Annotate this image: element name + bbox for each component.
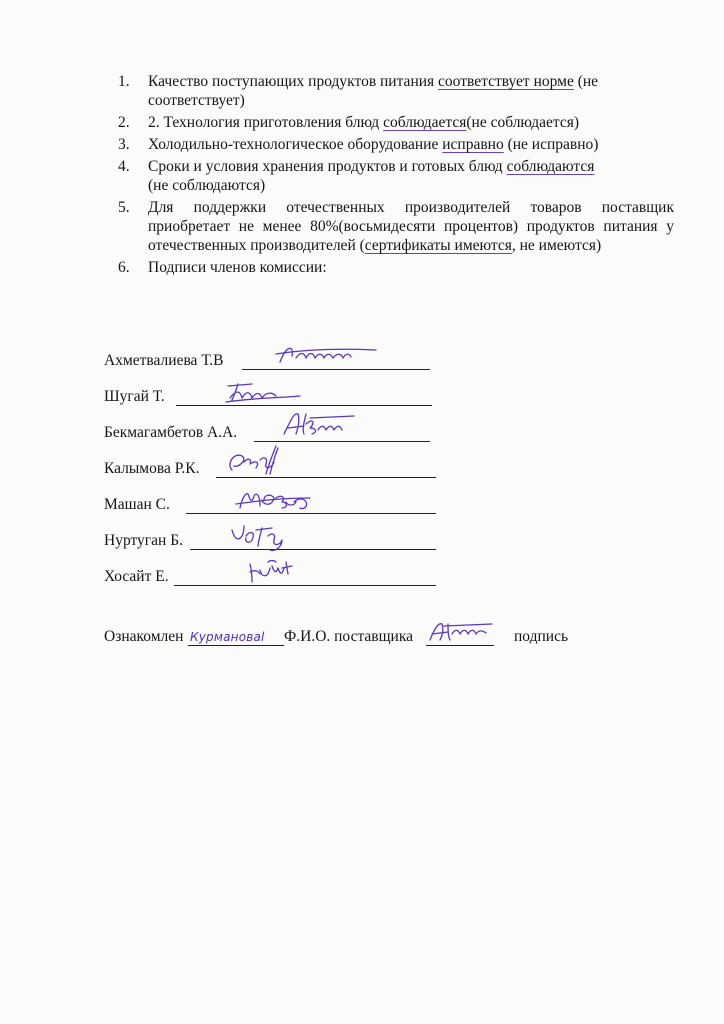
signature-line bbox=[190, 549, 436, 550]
signature-icon bbox=[222, 376, 302, 406]
signature-row bbox=[104, 422, 434, 446]
member-name: Шугай Т. bbox=[104, 388, 165, 405]
member-name: Бекмагамбетов А.А. bbox=[104, 424, 238, 441]
list-item: 6. Подписи членов комиссии: bbox=[118, 259, 327, 276]
inspection-list bbox=[118, 72, 674, 277]
signature-icon bbox=[246, 558, 296, 586]
signature-icon bbox=[220, 444, 290, 478]
list-item: 3. Холодильно-технологическое оборудование исправно (не исправно) bbox=[118, 136, 599, 153]
item-number: 6. bbox=[118, 259, 130, 276]
signature-row bbox=[104, 350, 434, 374]
signature-row bbox=[104, 494, 439, 518]
signature-row bbox=[104, 530, 439, 554]
list-item: 4. Сроки и условия хранения продуктов и готовых блюд соблюдаются (не соблюдаются) bbox=[118, 158, 595, 194]
member-name: Ахметвалиева Т.В bbox=[104, 352, 224, 369]
item-number: 4. bbox=[118, 158, 130, 175]
list-item: 2. 2. Технология приготовления блюд соблюдается(не соблюдается) bbox=[118, 114, 580, 131]
item-number: 2. bbox=[118, 114, 130, 131]
signature-row bbox=[104, 566, 439, 590]
item-number: 1. bbox=[118, 73, 130, 90]
marked-answer: соответствует норме bbox=[438, 73, 574, 90]
signature-icon bbox=[234, 486, 314, 514]
signature-line bbox=[176, 405, 432, 406]
signature-icon bbox=[426, 620, 496, 646]
member-name: Машан С. bbox=[104, 496, 170, 513]
marked-answer: исправно bbox=[442, 136, 504, 153]
signature-icon bbox=[280, 410, 360, 442]
marked-answer: сертификаты имеются bbox=[364, 237, 512, 254]
member-name: Калымова Р.К. bbox=[104, 460, 200, 477]
fio-label: Ф.И.О. поставщика bbox=[284, 628, 414, 645]
item-number: 5. bbox=[118, 199, 130, 216]
member-name: Нуртуган Б. bbox=[104, 532, 183, 549]
list-item: 1. Качество поступающих продуктов питания соответствует норме (не соответствует) bbox=[118, 73, 599, 109]
marked-answer: соблюдаются bbox=[506, 158, 595, 175]
ack-name-line bbox=[188, 645, 284, 646]
list-item: 5. Для поддержки отечественных производителей товаров поставщик приобретает не менее 80%(восьмидесяти процентов) продуктов питания у отечественных производителей (сертификаты имеются, не имеются) bbox=[118, 199, 674, 254]
signature-icon bbox=[228, 522, 288, 550]
sign-label: подпись bbox=[514, 628, 569, 645]
acknowledgement-row bbox=[104, 622, 624, 652]
signature-line bbox=[174, 585, 436, 586]
signature-row bbox=[104, 458, 439, 482]
signature-row bbox=[104, 386, 434, 410]
member-name: Хосайт Е. bbox=[104, 568, 169, 585]
marked-answer: соблюдается bbox=[383, 114, 467, 131]
handwritten-name: Курмановаl bbox=[190, 630, 265, 644]
signature-icon bbox=[272, 340, 382, 370]
item-number: 3. bbox=[118, 136, 130, 153]
ack-label: Ознакомлен bbox=[104, 628, 184, 645]
